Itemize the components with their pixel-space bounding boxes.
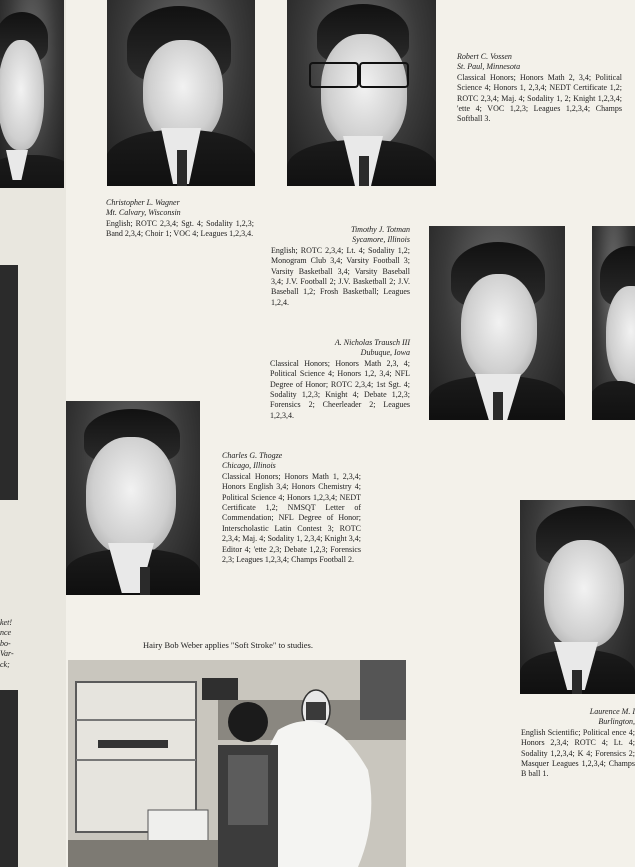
candid-photo-caption: Hairy Bob Weber applies "Soft Stroke" to studies. [143,640,313,650]
caption-totman [271,225,410,308]
portrait-trausch [429,226,565,420]
senior-activities: Classical Honors; Honors Math 2,3, 4; Political Science 4; Honors 1,2, 3,4; NFL Degree of Honor; ROTC 2,3,4; 1st Sgt. 4; Sodality 1,2,3; Knight 4; Debate 1,2,3; Forensics 2; Cheerleader 2; Leagues 1,2,3,4. [270,358,410,420]
portrait-wagner [107,0,255,186]
senior-hometown: Sycamore, Illinois [352,235,410,245]
portrait-vossen [287,0,436,186]
senior-name: Robert C. Vossen [457,52,512,61]
caption-vossen [457,52,622,125]
caption-wagner [106,198,254,240]
fragment-line: Var- [0,649,14,659]
caption-thogze [222,451,361,565]
senior-hometown: Chicago, Illinois [222,461,276,471]
senior-activities: Classical Honors; Honors Math 1, 2,3,4; Honors English 3,4; Honors Chemistry 4; Political Science 4; Honors 1,2,3,4; NEDT Certificate 1,2; NMSQT Letter of Commendation; NFL Degree of Honor; Interscholastic Latin Contest 3; ROTC 2,3,4; Maj. 4; Sodality 1, 2,3,4; Knight 3,4; Editor 4; 'ette 2,3; Debate 1,2,3; Forensics 2,3; Leagues 1,2,3,4; Champs Football 2. [222,471,361,565]
senior-name: Timothy J. Totman [350,225,410,234]
fragment-line: bo- [0,638,11,648]
adjacent-page-photo-strip-lower [0,690,18,867]
caption-trausch [270,338,410,421]
senior-name: Charles G. Thogze [222,451,283,460]
senior-hometown: Dubuque, Iowa [360,348,410,358]
adjacent-page-photo-strip [0,265,18,500]
adjacent-page-text-fragment [0,618,16,670]
senior-activities: English; ROTC 2,3,4; Sgt. 4; Sodality 1,2,3; Band 2,3,4; Choir 1; VOC 4; Leagues 1,2,3,4. [106,218,254,239]
senior-name: A. Nicholas Trausch III [334,338,410,347]
senior-activities: Classical Honors; Honors Math 2, 3,4; Political Science 4; Honors 1, 2,3,4; NEDT Certificate 1,2; ROTC 2,3,4; Maj. 4; Sodality 1, 2; Knight 1,2,3,4; 'ette 4; VOC 1,2,3; Leagues 1,2,3,4; Champs Softball 3. [457,72,622,124]
senior-activities: English; ROTC 2,3,4; Lt. 4; Sodality 1,2; Monogram Club 3,4; Varsity Football 3; Varsity Basketball 3,4; Varsity Baseball 3,4; J.V. Football 2; J.V. Basketball 2; J.V. Baseball 1,2; Frosh Basketball; Leagues 1,2,4. [271,245,410,307]
fragment-line: nce [0,628,12,638]
senior-hometown: Mt. Calvary, Wisconsin [106,208,181,218]
portrait-cropped-top-left [0,0,64,188]
candid-photo-illustration [68,660,406,867]
portrait-thogze [66,401,200,595]
senior-activities: English Scientific; Political ence 4; Honors 2,3,4; ROTC 4; Lt. 4; Sodality 1,2,3,4; K 4; Forensics 2; Masquer Leagues 1,2,3,4; Champs B ball 1. [521,727,635,779]
senior-name: Christopher L. Wagner [106,198,180,207]
fragment-line: ket! [0,618,12,627]
senior-name: Laurence M. I [589,707,635,716]
portrait-cropped-right [592,226,635,420]
senior-hometown: St. Paul, Minnesota [457,62,521,72]
fragment-line: ck; [0,659,10,669]
caption-laurence [521,707,635,780]
senior-hometown: Burlington, [598,717,635,727]
candid-photo-shaving-cream [68,660,406,867]
portrait-laurence [520,500,635,694]
